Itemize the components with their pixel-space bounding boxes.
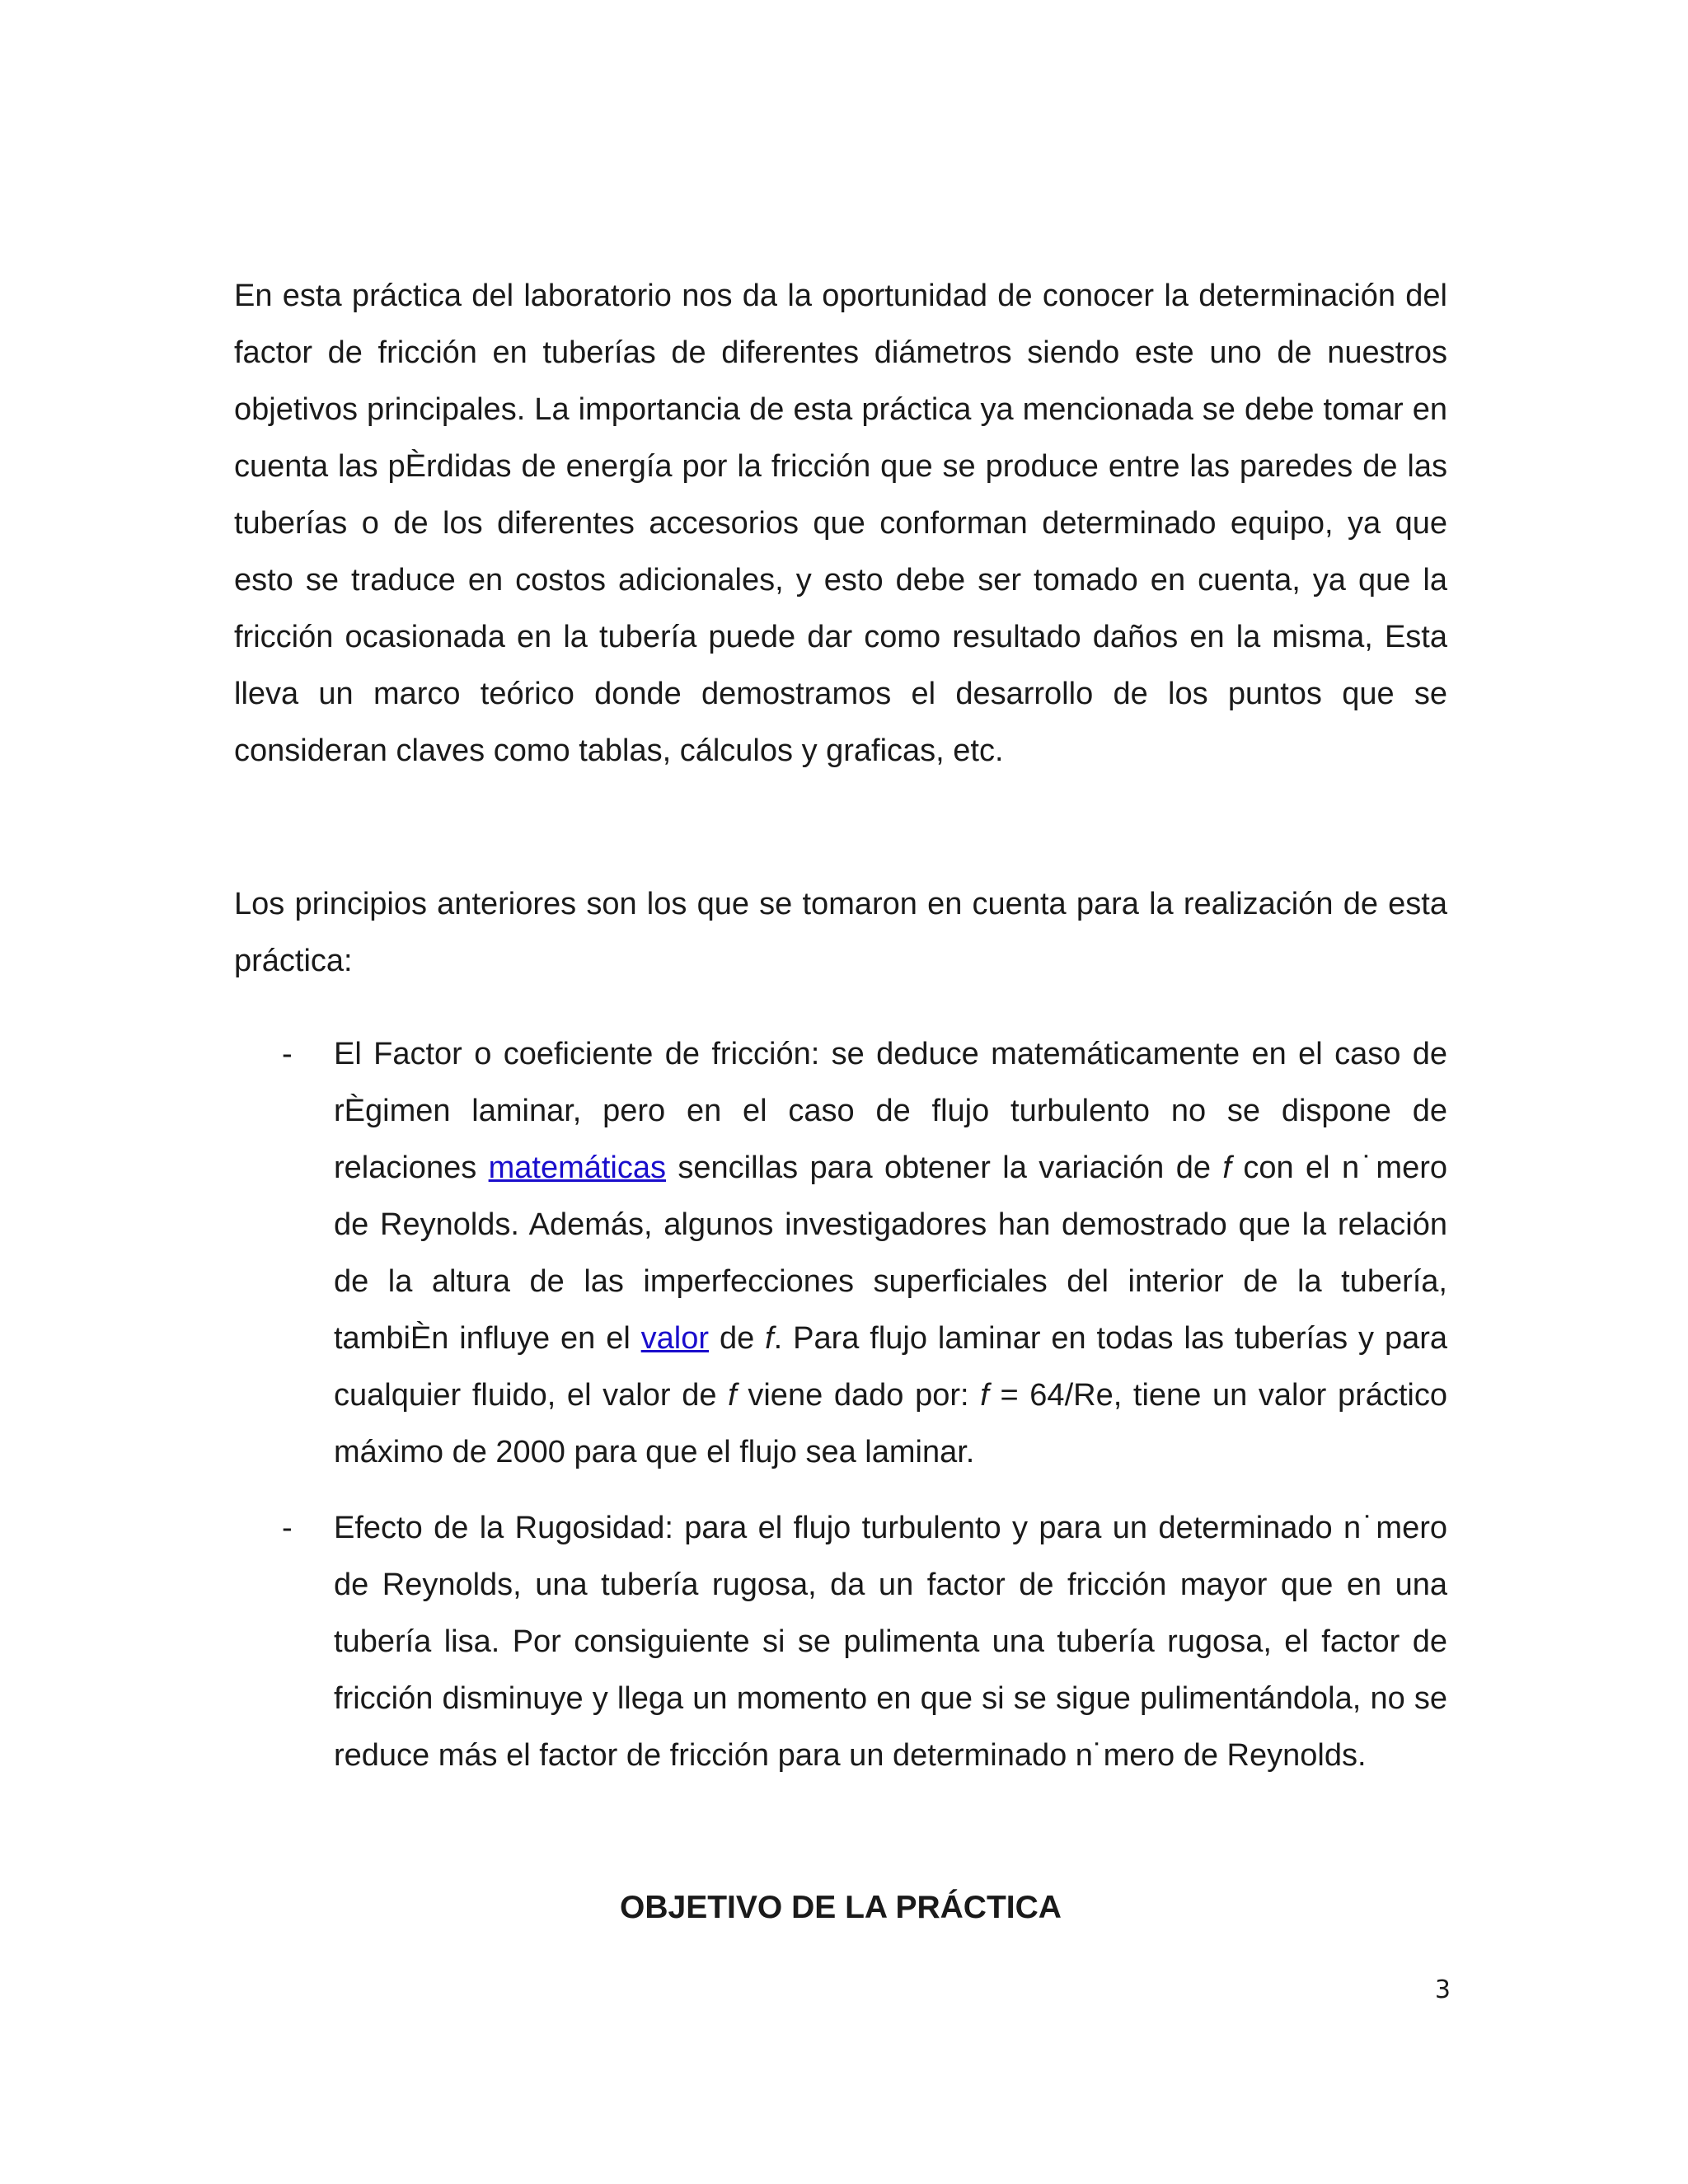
bullet-text: sencillas para obtener la variación de	[666, 1151, 1223, 1185]
link-valor[interactable]: valor	[640, 1321, 710, 1356]
symbol-f: f	[728, 1378, 737, 1413]
bullet-text: con el n˙mero de Reynolds. Además, algunos investigadores han demostrado que la relación de la altura de las imperfecciones superficiales del interior de la tubería, tambiÈn influye en el	[334, 1151, 1447, 1356]
bullet-dash: -	[282, 1511, 293, 1545]
principles-list	[234, 1026, 1447, 1481]
principles-paragraph: Los principios anteriores son los que se tomaron en cuenta para la realización de esta práctica:	[234, 887, 1447, 978]
principles-list-2	[234, 1500, 1447, 1784]
symbol-f: f	[1222, 1151, 1231, 1185]
list-item-friction-factor	[234, 1026, 1447, 1481]
bullet-dash: -	[282, 1037, 293, 1071]
bullet-text: Efecto de la Rugosidad: para el flujo turbulento y para un determinado n˙mero de Reynolds, una tubería rugosa, da un factor de fricción mayor que en una tubería lisa. Por consiguiente si se pulimenta una tubería rugosa, el factor de fricción disminuye y llega un momento en que si se sigue pulimentándola, no se reduce más el factor de fricción para un determinado n˙mero de Reynolds.	[334, 1511, 1447, 1773]
symbol-f: f	[765, 1321, 774, 1356]
section-heading: OBJETIVO DE LA PRÁCTICA	[620, 1890, 1062, 1925]
list-item-roughness	[234, 1500, 1447, 1784]
bullet-text: de	[709, 1321, 766, 1356]
bullet-text: El Factor o coeficiente de fricción: se deduce matemáticamente en el caso de rÈgimen laminar, pero en el caso de flujo turbulento no se dispone de relaciones	[334, 1037, 1447, 1185]
symbol-f: f	[980, 1378, 989, 1413]
page-number: 3	[1434, 1975, 1451, 2004]
bullet-text: viene dado por:	[736, 1378, 981, 1413]
link-matematicas[interactable]: matemáticas	[488, 1151, 667, 1185]
intro-paragraph: En esta práctica del laboratorio nos da la oportunidad de conocer la determinación del factor de fricción en tuberías de diferentes diámetros siendo este uno de nuestros objetivos principales. La importancia de esta práctica ya mencionada se debe tomar en cuenta las pÈrdidas de energía por la fricción que se produce entre las paredes de las tuberías o de los diferentes accesorios que conforman determinado equipo, ya que esto se traduce en costos adicionales, y esto debe ser tomado en cuenta, ya que la fricción ocasionada en la tubería puede dar como resultado daños en la misma, Esta lleva un marco teórico donde demostramos el desarrollo de los puntos que se consideran claves como tablas, cálculos y graficas, etc.	[234, 279, 1447, 768]
bullet-text: = 64/Re, tiene un valor práctico máximo de 2000 para que el flujo sea laminar.	[334, 1378, 1447, 1469]
bullet-text: . Para flujo laminar en todas las tuberías y para cualquier fluido, el valor de	[334, 1321, 1448, 1413]
